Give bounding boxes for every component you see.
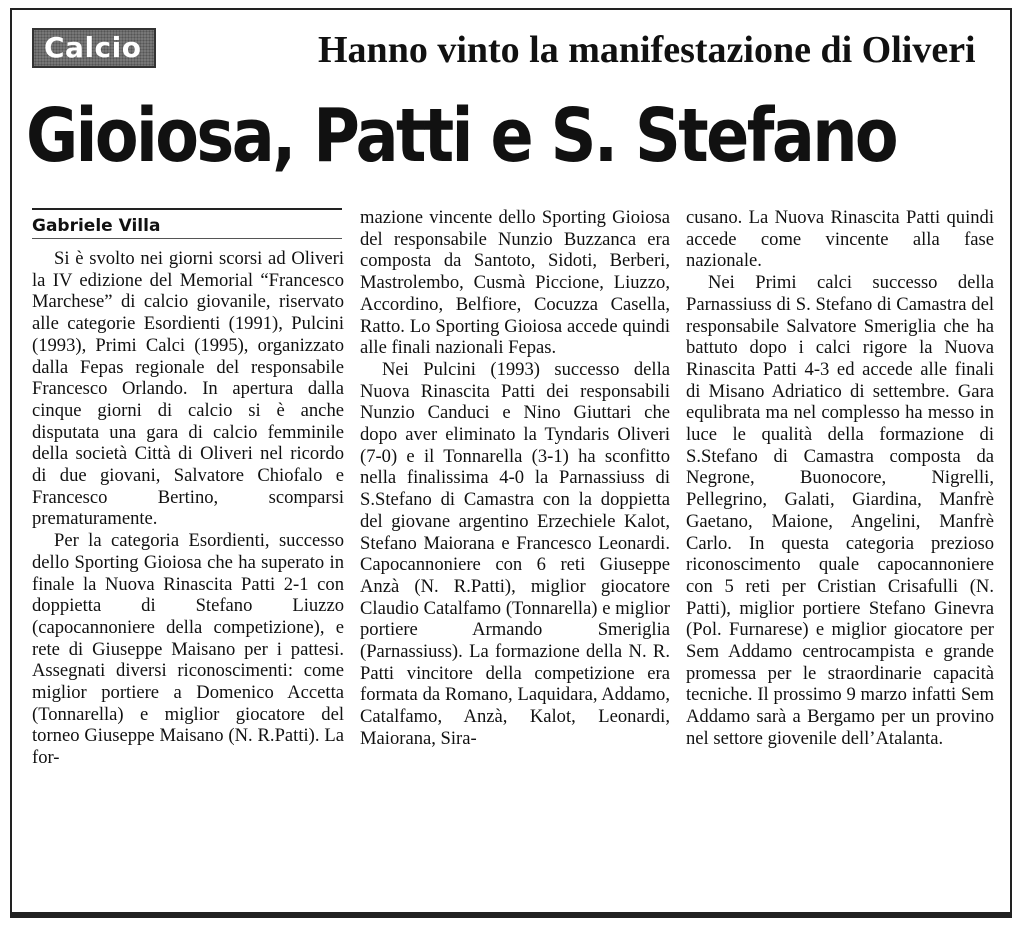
article-column-1 xyxy=(32,248,344,769)
paragraph: Per la categoria Esordienti, successo dello Sporting Gioiosa che ha superato in finale la Nuova Rinascita Patti 2-1 con doppietta di Stefano Liuzzo (capocannoniere della competizione), e rete di Giuseppe Maisano per i pattesi. Assegnati diversi riconoscimenti: come miglior portiere a Domenico Accetta (Tonnarella) e miglior giocatore del torneo Giuseppe Maisano (N. R.Patti). La for- xyxy=(32,530,344,769)
paragraph: mazione vincente dello Sporting Gioiosa del responsabile Nunzio Buzzanca era composta da Santoto, Sidoti, Berberi, Mastrolembo, Cusmà Piccione, Liuzzo, Accordino, Belfiore, Cocuzza Casella, Ratto. Lo Sporting Gioiosa accede quindi alle finali nazionali Fepas. xyxy=(360,207,670,359)
article-column-3 xyxy=(686,207,994,750)
paragraph: Nei Pulcini (1993) successo della Nuova Rinascita Patti dei responsabili Nunzio Canduci e Nino Giuttari che dopo aver eliminato la Tyndaris Oliveri (7-0) e il Tonnarella (3-1) ha sconfitto nella finalissima 4-0 la Parnassiuss di S.Stefano di Camastra con la doppietta del giovane argentino Erzechiele Kalot, Stefano Maiorana e Francesco Leonardi. Capocannoniere con 6 reti Giuseppe Anzà (N. R.Patti), miglior giocatore Claudio Catalfamo (Tonnarella) e miglior portiere Armando Smeriglia (Parnassiuss). La formazione della N. R. Patti vincitore della competizione era formata da Romano, Laquidara, Addamo, Catalfamo, Anzà, Kalot, Leonardi, Maiorana, Sira- xyxy=(360,358,670,749)
article-column-2 xyxy=(360,207,670,750)
paragraph: Nei Primi calci successo della Parnassiuss di S. Stefano di Camastra del responsabile Salvatore Smeriglia che ha battuto dopo i calci rigore la Nuova Rinascita Patti 4-3 ed accede alle finali di Misano Adriatico di settembre. Gara equlibrata ma nel complesso ha messo in luce le qualità della formazione di S.Stefano di Camastra composta da Negrone, Buonocore, Nigrelli, Pellegrino, Galati, Giardina, Manfrè Gaetano, Maione, Angelini, Manfrè Carlo. In questa categoria prezioso riconoscimento quale capocannoniere con 5 reti per Cristian Crisafulli (N. Patti), miglior portiere Stefano Ginevra (Pol. Furnarese) e miglior giocatore per Sem Addamo centrocampista e grande promessa per le straordinarie capacità tecniche. Il prossimo 9 marzo infatti Sem Addamo sarà a Bergamo per un provino nel settore giovenile dell’Atalanta. xyxy=(686,272,994,749)
section-kicker-label: Calcio xyxy=(44,31,142,64)
article-subheadline: Hanno vinto la manifestazione di Oliveri xyxy=(318,29,976,71)
section-kicker xyxy=(32,28,156,68)
paragraph: cusano. La Nuova Rinascita Patti quindi accede come vincente alla fase nazionale. xyxy=(686,207,994,272)
article-byline: Gabriele Villa xyxy=(32,208,342,239)
article-bottom-rule xyxy=(10,912,1012,916)
paragraph: Si è svolto nei giorni scorsi ad Oliveri la IV edizione del Memorial “Francesco Marchese” di calcio giovanile, riservato alle categorie Esordienti (1991), Pulcini (1993), Primi Calci (1995), organizzato dalla Fepas regionale del responsabile Francesco Orlando. In apertura dalla cinque giorni di calcio si è anche disputata una gara di calcio femminile della società Città di Oliveri nel ricordo di due giovani, Salvatore Chiofalo e Francesco Bertino, scomparsi prematuramente. xyxy=(32,248,344,530)
article-headline: Gioiosa, Patti e S. Stefano xyxy=(26,93,897,179)
